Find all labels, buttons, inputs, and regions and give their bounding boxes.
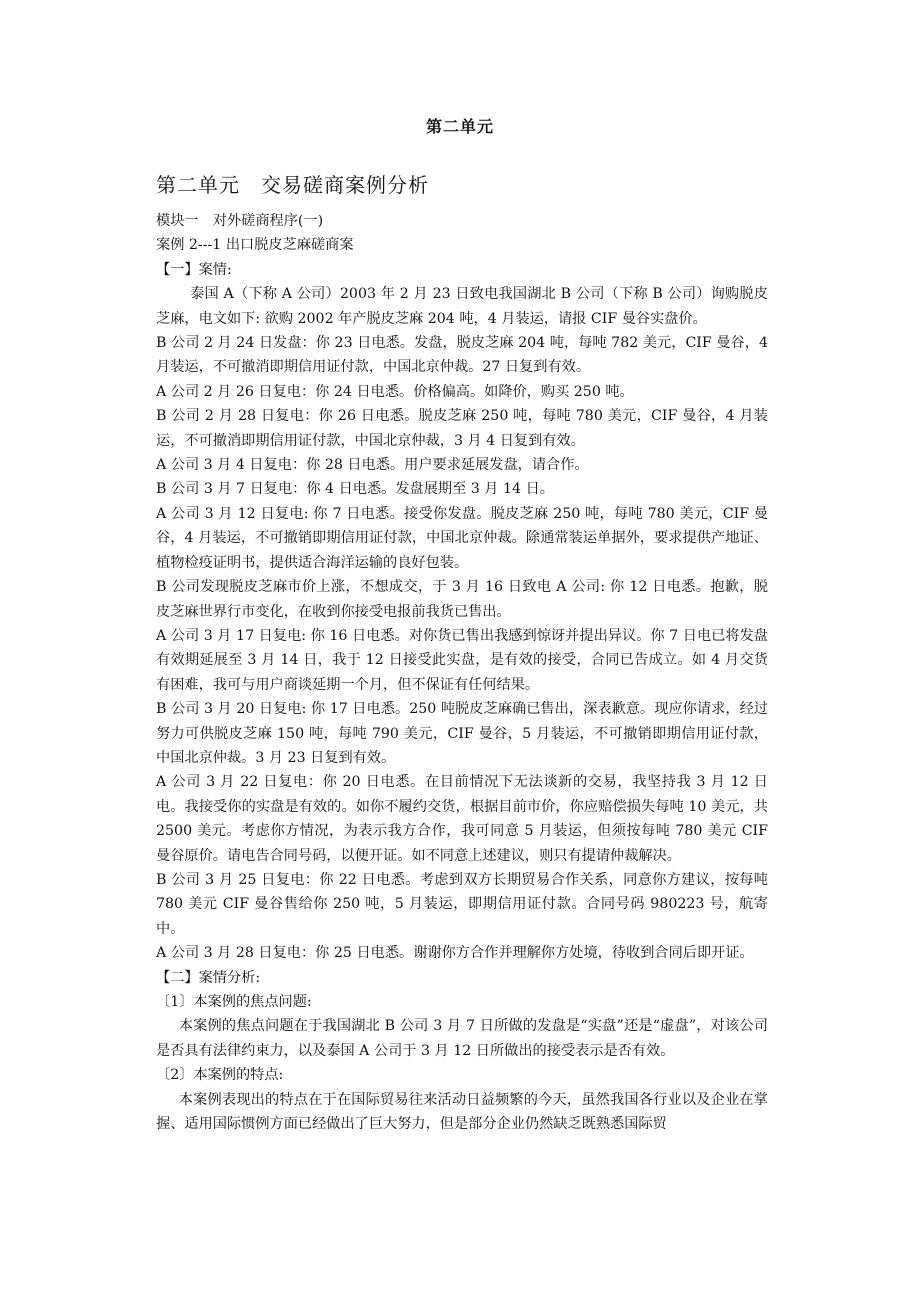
case-paragraph: A 公司 2 月 26 日复电：你 24 日电悉。价格偏高。如降价，购买 250 吨。 xyxy=(156,383,634,400)
module-heading: 模块一 对外磋商程序(一) xyxy=(156,213,324,229)
point2-text: 本案例表现出的特点在于在国际贸易往来活动日益频繁的今天，虽然我国各行业以及企业在掌握、适用国际惯例方面已经做出了巨大努力，但是部分企业仍然缺乏既熟悉国际贸 xyxy=(156,1091,768,1133)
case-paragraph: A 公司 3 月 28 日复电：你 25 日电悉。谢谢你方合作并理解你方处境，待收到合同后即开证。 xyxy=(156,945,754,962)
case-paragraph: 泰国 A（下称 A 公司）2003 年 2 月 23 日致电我国湖北 B 公司（下称 B 公司）询购脱皮芝麻，电文如下: 欲购 2002 年产脱皮芝麻 204 吨，4 月装运，请报 CIF 曼谷实盘价。 xyxy=(156,286,768,327)
point2-title: 〔2〕本案例的特点: xyxy=(156,1067,284,1084)
case-paragraph: B 公司 2 月 28 日复电：你 26 日电悉。脱皮芝麻 250 吨，每吨 780 美元，CIF 曼谷，4 月装运，不可撤消即期信用证付款，中国北京仲裁，3 月 4 日复到有效。 xyxy=(156,408,768,449)
case-paragraph: A 公司 3 月 12 日复电: 你 7 日电悉。接受你发盘。脱皮芝麻 250 吨，每吨 780 美元，CIF 曼谷，4 月装运，不可撤销即期信用证付款，中国北京仲裁。除通常装运单据外，要求提供产地证、植物检疫证明书，提供适合海洋运输的良好包装。 xyxy=(156,505,768,571)
case-paragraph: B 公司 3 月 7 日复电：你 4 日电悉。发盘展期至 3 月 14 日。 xyxy=(156,481,554,498)
case-paragraph: A 公司 3 月 17 日复电: 你 16 日电悉。对你货已售出我感到惊讶并提出异议。你 7 日电已将发盘有效期延展至 3 月 14 日，我于 12 日接受此实盘，是有效的接受，合同已告成立。如 4 月交货有困难，我可与用户商谈延期一个月，但不保证有任何结果。 xyxy=(156,627,768,693)
section-heading-case: 【一】案情: xyxy=(156,261,232,278)
case-paragraph: B 公司发现脱皮芝麻市价上涨，不想成交，于 3 月 16 日致电 A 公司: 你 12 日电悉。抱歉，脱皮芝麻世界行市变化，在收到你接受电报前我货已售出。 xyxy=(156,579,768,620)
document-body xyxy=(156,170,768,1136)
page-header-title: 第二单元 xyxy=(425,117,494,136)
unit-title: 第二单元 交易磋商案例分析 xyxy=(156,173,429,197)
point1-title: 〔1〕本案例的焦点问题: xyxy=(156,994,312,1010)
case-paragraph: B 公司 2 月 24 日发盘：你 23 日电悉。发盘，脱皮芝麻 204 吨，每吨 782 美元，CIF 曼谷，4 月装运，不可撤消即期信用证付款，中国北京仲裁。27 日复到有效。 xyxy=(156,335,768,376)
case-title: 案例 2---1 出口脱皮芝麻磋商案 xyxy=(156,237,354,254)
case-paragraph: A 公司 3 月 4 日复电：你 28 日电悉。用户要求延展发盘，请合作。 xyxy=(156,457,589,474)
point1-text: 本案例的焦点问题在于我国湖北 B 公司 3 月 7 日所做的发盘是“实盘”还是“虚盘”，对该公司是否具有法律约束力，以及泰国 A 公司于 3 月 12 日所做出的接受表示是否有效。 xyxy=(156,1018,768,1059)
case-paragraph: B 公司 3 月 25 日复电：你 22 日电悉。考虑到双方长期贸易合作关系，同意你方建议，按每吨 780 美元 CIF 曼谷售给你 250 吨，5 月装运，即期信用证付款。合同号码 980223 号，航寄中。 xyxy=(156,871,768,937)
case-paragraph: A 公司 3 月 22 日复电：你 20 日电悉。在目前情况下无法谈新的交易，我坚持我 3 月 12 日电。我接受你的实盘是有效的。如你不履约交货，根据目前市价，你应赔偿损失每吨 10 美元，共 2500 美元。考虑你方情况，为表示我方合作，我可同意 5 月装运，但须按每吨 780 美元 CIF 曼谷原价。请电告合同号码，以便开证。如不同意上述建议，则只有提请仲裁解决。 xyxy=(156,774,768,864)
case-paragraph: B 公司 3 月 20 日复电: 你 17 日电悉。250 吨脱皮芝麻确已售出，深表歉意。现应你请求，经过努力可供脱皮芝麻 150 吨，每吨 790 美元，CIF 曼谷，5 月装运，不可撤销即期信用证付款，中国北京仲裁。3 月 23 日复到有效。 xyxy=(156,701,768,766)
section-heading-analysis: 【二】案情分析: xyxy=(156,969,261,986)
